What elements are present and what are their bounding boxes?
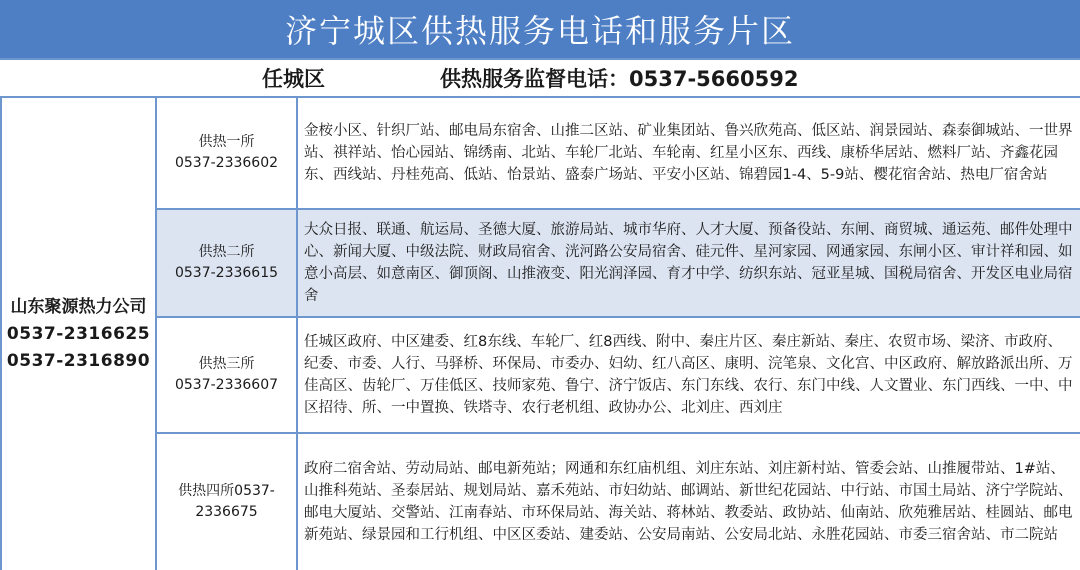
service-area-text: 政府二宿舍站、劳动局站、邮电新苑站；网通和东红庙机组、刘庄东站、刘庄新村站、管委会站、山推履带站、1#站、山推科苑站、圣泰居站、规划局站、嘉禾苑站、市妇幼站、邮调站、新世纪花园站、中行站、市国土局站、济宁学院站、邮电大厦站、交警站、江南春站、市环保局站、海关站、蒋林站、教委站、政协站、仙南站、欣苑雅居站、桂圆站、邮电新苑站、绿景园和工行机组、中区区委站、建委站、公安局南站、公安局北站、永胜花园站、市委三宿舍站、市二院站 bbox=[304, 461, 1073, 543]
station-name: 供热二所 bbox=[198, 244, 255, 260]
supervision-hotline: 供热服务监督电话：0537-5660592 bbox=[440, 67, 799, 91]
station-name: 供热四所0537-2336675 bbox=[178, 483, 275, 520]
service-area-text: 金桉小区、针织厂站、邮电局东宿舍、山推二区站、矿业集团站、鲁兴欣苑高、低区站、润景园站、森泰御城站、一世界站、祺祥站、怡心园站、锦绣南、北站、车轮厂北站、车轮南、红星小区东、西线、康桥华居站、燃料厂站、齐鑫花园东、西线站、丹桂苑高、低站、怡景站、盛泰广场站、平安小区站、锦碧园1-4、5-9站、樱花宿舍站、热电厂宿舍站 bbox=[304, 123, 1073, 183]
company-phone: 0537-2316890 bbox=[6, 350, 151, 371]
station-name: 供热一所 bbox=[198, 134, 255, 150]
station-grid bbox=[0, 98, 1080, 570]
station-phone: 0537-2336607 bbox=[174, 377, 279, 393]
service-area-text: 大众日报、联通、航运局、圣德大厦、旅游局站、城市华府、人才大厦、预备役站、东闸、商贸城、通运苑、邮件处理中心、新闻大厦、中级法院、财政局宿舍、洸河路公安局宿舍、硅元件、星河家园、网通家园、东闸小区、审计祥和园、如意小高层、如意南区、御顶阁、山推液变、阳光润泽园、育才中学、纺织东站、冠亚星城、国税局宿舍、开发区电业局宿舍 bbox=[304, 222, 1073, 304]
service-area-cell bbox=[300, 434, 1076, 570]
company-phone: 0537-2316625 bbox=[6, 323, 151, 344]
table-row bbox=[157, 98, 1080, 210]
service-area-text: 任城区政府、中区建委、红8东线、车轮厂、红8西线、附中、秦庄片区、秦庄新站、秦庄、农贸市场、梁济、市政府、纪委、市委、人行、马驿桥、环保局、市委办、妇幼、红八高区、康明、浣笔泉、文化宫、中区政府、解放路派出所、万佳高区、齿轮厂、万佳低区、技师家苑、鲁宁、济宁饭店、东门东线、农行、东门中线、人文置业、东门西线、一中、中区招待、所、一中置换、铁塔寺、农行老机组、政协办公、北刘庄、西刘庄 bbox=[304, 334, 1073, 416]
station-name: 供热三所 bbox=[198, 356, 255, 372]
company-name: 山东聚源热力公司 bbox=[10, 296, 147, 317]
station-phone: 0537-2336615 bbox=[174, 265, 279, 281]
district-name: 任城区 bbox=[262, 67, 325, 91]
service-area-cell bbox=[300, 318, 1076, 432]
table-title: 济宁城区供热服务电话和服务片区 bbox=[0, 0, 1080, 58]
table-row bbox=[157, 210, 1080, 318]
station-cell bbox=[157, 434, 298, 570]
table-row bbox=[157, 318, 1080, 434]
company-cell bbox=[2, 98, 157, 570]
service-area-cell bbox=[300, 210, 1076, 316]
station-phone: 0537-2336602 bbox=[174, 155, 279, 171]
district-header bbox=[0, 58, 1080, 98]
station-cell bbox=[157, 210, 298, 316]
station-cell bbox=[157, 318, 298, 432]
station-cell bbox=[157, 98, 298, 208]
service-area-cell bbox=[300, 98, 1076, 208]
table-row bbox=[157, 434, 1080, 570]
